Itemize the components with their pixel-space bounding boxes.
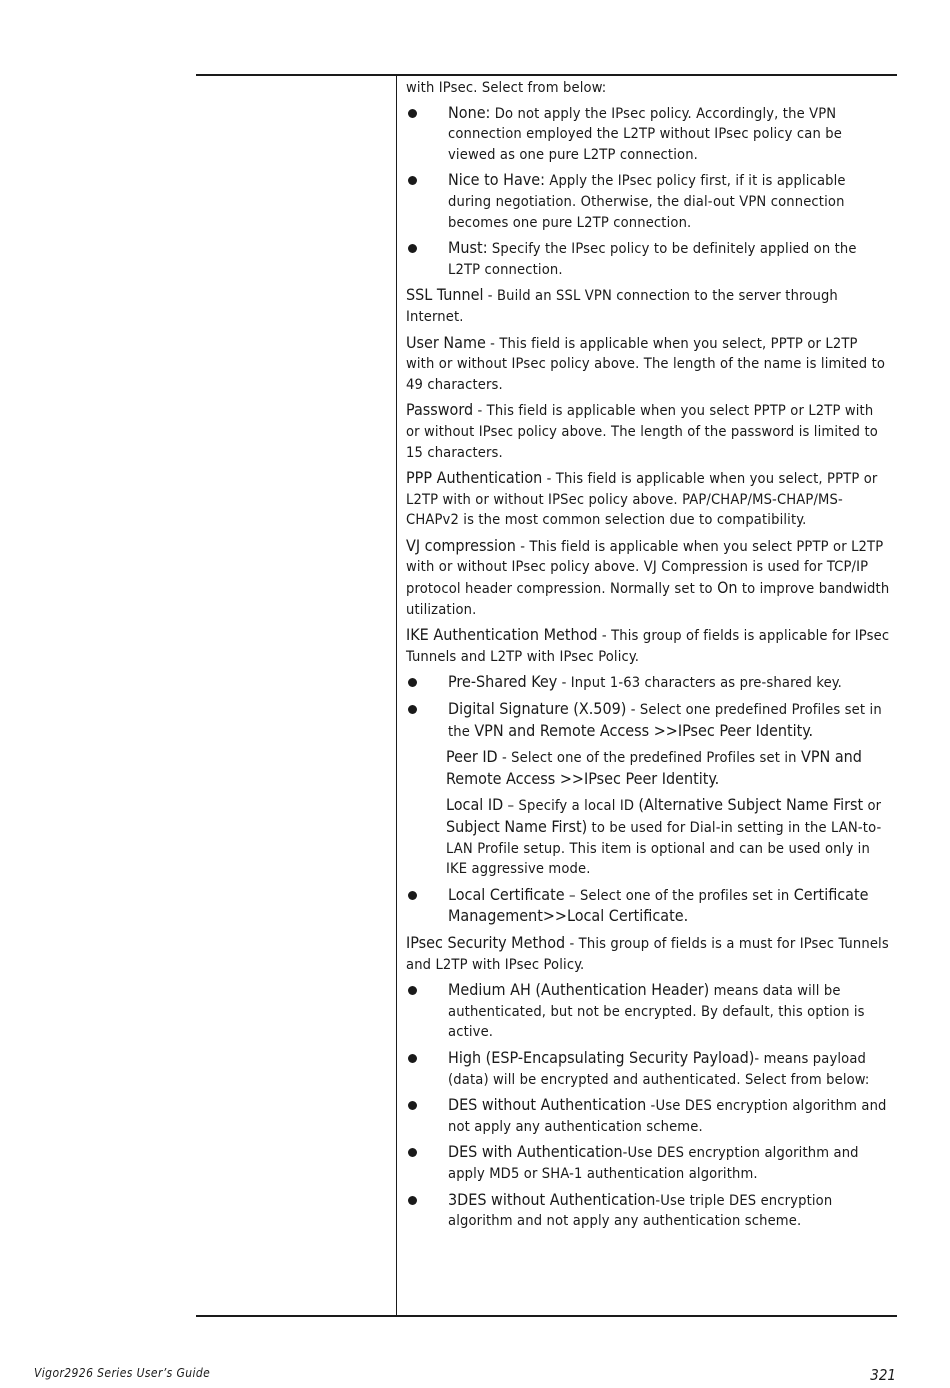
option-3des-no-auth: 3DES without Authentication-Use triple DES encryption algorithm and not apply any authentication scheme. xyxy=(406,1190,890,1232)
local-certificate-item: Local Certificate – Select one of the profiles set in Certificate Management>>Local Certificate. xyxy=(406,885,890,928)
option-medium-ah: Medium AH (Authentication Header) means data will be authenticated, but not be encrypted. By default, this option is active. xyxy=(406,980,890,1043)
intro-text: with IPsec. Select from below: xyxy=(406,79,607,96)
digital-signature-item: Digital Signature (X.509) - Select one predefined Profiles set in the VPN and Remote Access >>IPsec Peer Identity. xyxy=(406,699,890,742)
footer-guide-title: Vigor2926 Series User’s Guide xyxy=(34,1366,211,1380)
bullet-icon xyxy=(408,244,417,253)
ike-auth-desc: IKE Authentication Method - This group of fields is applicable for IPsec Tunnels and L2TP with IPsec Policy. xyxy=(406,625,890,665)
option-des-auth: DES with Authentication-Use DES encryption algorithm and apply MD5 or SHA-1 authentication algorithm. xyxy=(406,1142,890,1184)
ppp-auth-desc: PPP Authentication - This field is applicable when you select, PPTP or L2TP with or without IPSec policy above. PAP/CHAP/MS-CHAP/MS-CHAPv2 is the most common selection due to compatibility. xyxy=(406,468,878,529)
vj-compression-desc: VJ compression - This field is applicable when you select PPTP or L2TP with or without IPsec policy above. VJ Compression is used for TCP/IP protocol header compression. Normally set to On to improve bandwidth utilization. xyxy=(406,535,890,618)
user-name-desc: User Name - This field is applicable when you select, PPTP or L2TP with or without IPsec policy above. The length of the name is limited to 49 characters. xyxy=(406,332,886,393)
local-id-desc: Local ID – Specify a local ID (Alternative Subject Name First or Subject Name First) to be used for Dial-in setting in the LAN-to-LAN Profile setup. This item is optional and can be used only in IKE aggressive mode. xyxy=(446,795,882,878)
bullet-icon xyxy=(408,176,417,185)
option-des-no-auth: DES without Authentication -Use DES encryption algorithm and not apply any authentication scheme. xyxy=(406,1095,890,1137)
bullet-icon xyxy=(408,1148,417,1157)
option-nice-to-have: Nice to Have: Apply the IPsec policy first, if it is applicable during negotiation. Otherwise, the dial-out VPN connection becomes one pure L2TP connection. xyxy=(406,170,890,233)
parameter-table xyxy=(196,74,897,1317)
ipsec-security-desc: IPsec Security Method - This group of fields is a must for IPsec Tunnels and L2TP with IPsec Policy. xyxy=(406,932,889,973)
ssl-tunnel-desc: SSL Tunnel - Build an SSL VPN connection to the server through Internet. xyxy=(406,285,838,325)
page-number: 321 xyxy=(870,1366,896,1384)
bullet-icon xyxy=(408,678,417,687)
bullet-icon xyxy=(408,1196,417,1205)
bullet-icon xyxy=(408,109,417,118)
column-divider xyxy=(396,76,397,1315)
password-desc: Password - This field is applicable when you select PPTP or L2TP with or without IPsec policy above. The length of the password is limited to 15 characters. xyxy=(406,400,878,461)
bullet-icon xyxy=(408,1101,417,1110)
description-cell xyxy=(406,78,890,1237)
bullet-icon xyxy=(408,986,417,995)
bullet-icon xyxy=(408,1054,417,1063)
peer-id-desc: Peer ID - Select one of the predefined Profiles set in VPN and Remote Access >>IPsec Peer Identity. xyxy=(446,747,862,788)
option-none: None: Do not apply the IPsec policy. Accordingly, the VPN connection employed the L2TP without IPsec policy can be viewed as one pure L2TP connection. xyxy=(406,103,890,166)
option-must: Must: Specify the IPsec policy to be definitely applied on the L2TP connection. xyxy=(406,238,890,280)
option-high-esp: High (ESP-Encapsulating Security Payload)- means payload (data) will be encrypted and authenticated. Select from below: xyxy=(406,1048,890,1090)
pre-shared-key-item: Pre-Shared Key - Input 1-63 characters as pre-shared key. xyxy=(406,672,890,694)
bullet-icon xyxy=(408,705,417,714)
bullet-icon xyxy=(408,891,417,900)
